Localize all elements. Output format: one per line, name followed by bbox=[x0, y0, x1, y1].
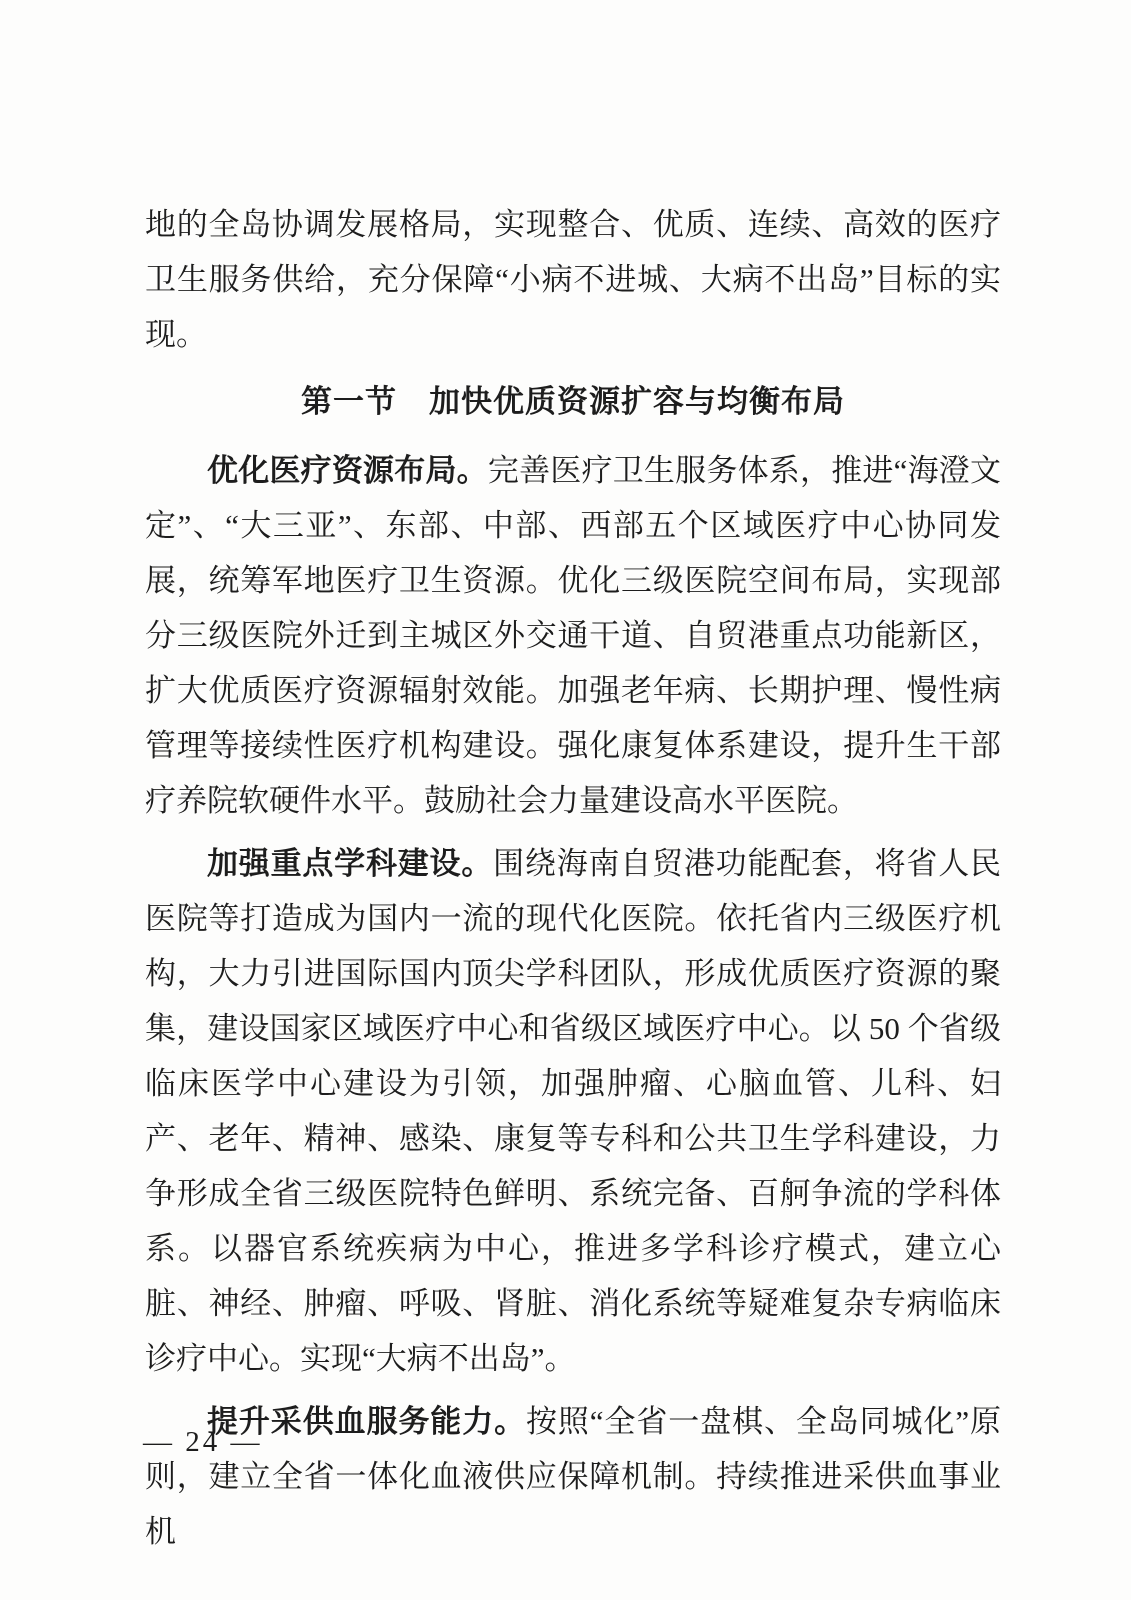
continuation-paragraph: 地的全岛协调发展格局，实现整合、优质、连续、高效的医疗卫生服务供给，充分保障“小病不进城、大病不出岛”目标的实现。 bbox=[145, 207, 1001, 352]
paragraph-text-medical-resource-layout: 完善医疗卫生服务体系，推进“海澄文定”、“大三亚”、东部、中部、西部五个区域医疗中心协同发展，统筹军地医疗卫生资源。优化三级医院空间布局，实现部分三级医院外迁到主城区外交通干道、自贸港重点功能新区，扩大优质医疗资源辐射效能。加强老年病、长期护理、慢性病管理等接续性医疗机构建设。强化康复体系建设，提升生干部疗养院软硬件水平。鼓励社会力量建设高水平医院。 bbox=[145, 453, 1001, 818]
paragraph-lead-medical-resource-layout: 优化医疗资源布局。 bbox=[207, 453, 488, 488]
paragraph-lead-key-discipline-building: 加强重点学科建设。 bbox=[207, 846, 494, 881]
paragraph-text-key-discipline-building: 围绕海南自贸港功能配套，将省人民医院等打造成为国内一流的现代化医院。依托省内三级医疗机构，大力引进国际国内顶尖学科团队，形成优质医疗资源的聚集，建设国家区域医疗中心和省级区域医疗中心。以 50 个省级临床医学中心建设为引领，加强肿瘤、心脑血管、儿科、妇产、老年、精神、感染、康复等专科和公共卫生学科建设，力争形成全省三级医院特色鲜明、系统完备、百舸争流的学科体系。以器官系统疾病为中心，推进多学科诊疗模式，建立心脏、神经、肿瘤、呼吸、肾脏、消化系统等疑难复杂专病临床诊疗中心。实现“大病不出岛”。 bbox=[145, 846, 1001, 1376]
document-body bbox=[145, 197, 1001, 1567]
page-number: — 24 — bbox=[143, 1426, 263, 1458]
paragraph-text-blood-supply-service: 按照“全省一盘棋、全岛同城化”原则，建立全省一体化血液供应保障机制。持续推进采供血事业机 bbox=[145, 1404, 1001, 1549]
paragraph-lead-blood-supply-service: 提升采供血服务能力。 bbox=[207, 1404, 526, 1439]
section-heading: 第一节 加快优质资源扩容与均衡布局 bbox=[301, 384, 845, 419]
paragraph-key-discipline-building bbox=[145, 836, 1001, 1386]
paragraph-medical-resource-layout bbox=[145, 443, 1001, 828]
paragraph-blood-supply-service bbox=[145, 1394, 1001, 1559]
